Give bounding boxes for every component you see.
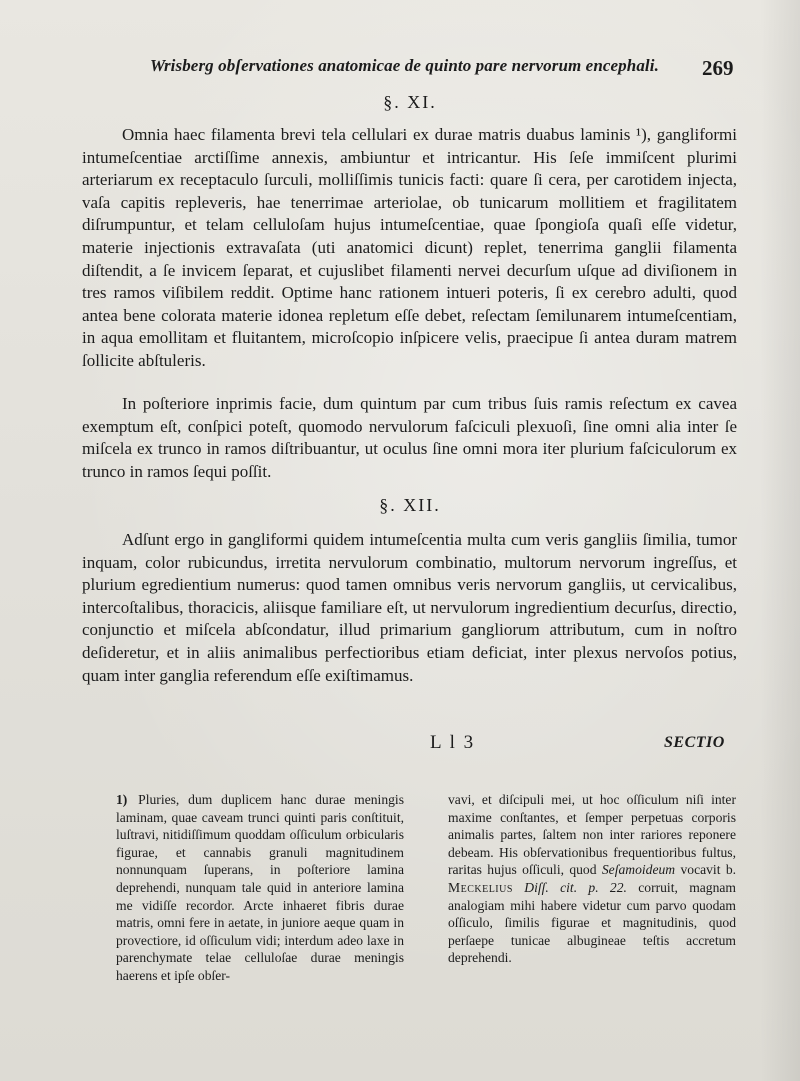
section-11-paragraph-2: In poſteriore inprimis facie, dum quintum par cum tribus ſuis ramis reſectum ex cavea exemptum eſt, conſpici poteſt, quomodo nervulorum faſciculi plexuoſi, ſine omni alia inter ſe miſcela ex trunco in ramos diſtribuantur, ut oculus ſine omni mora iter plurium faſciculorum ex trunco in ramos ſequi poſſit. — [82, 394, 737, 481]
footnote-block — [116, 791, 736, 985]
footnote-author-meckelius: Meckelius — [448, 879, 513, 895]
section-heading-12: §. XII. — [379, 495, 441, 515]
footnote-right-text-1: vavi, et diſcipuli mei, ut hoc oſſiculum niſi inter maxime conſtantes, et ſemper perpetuas corporis animalis partes, ſaltem non inter rariores reponere debeam. His obſervationibus frequentioribus fultus, raritas hujus oſſiculi, quod — [448, 792, 736, 878]
page-edge-shadow — [760, 0, 800, 1081]
footnote-column-right — [448, 791, 736, 985]
footnote-marker: 1) — [116, 792, 128, 807]
running-title: Wrisberg obſervationes anatomicae de quinto pare nervorum encephali. — [150, 56, 659, 75]
catchword: SECTIO — [664, 734, 725, 751]
footnote-term-sesamoideum: Seſamoideum — [601, 862, 676, 878]
footnote-right-text-3: corruit, magnam analogiam mihi habere videtur cum parvo quodam oſſiculo, ſimilis figurae et magnitudinis, quod perſaepe tunicae albugineae teſtis accretum deprehendi. — [448, 879, 737, 966]
footnote-left-text: Pluries, dum duplicem hanc durae meningis laminam, quae caveam trunci quinti paris conſtituit, luſtravi, nitidiſſimum quoddam oſſiculum orbicularis figurae, et cannabis granuli magnitudinem nonnunquam ſuperans, in poſteriore lamina deprehendi, nunquam tale quid in anteriore lamina me vidiſſe recordor. Arcte inhaeret fibris durae matris, omni fere in aetate, in juniore aeque quam in provectiore, id oſſiculum vidi; interdum adeo laxe in parenchymate telae celluloſae durae meningis haerens et ipſe obſer- — [116, 792, 404, 983]
footnote-column-left — [116, 791, 404, 985]
section-12-paragraph: Adſunt ergo in gangliformi quidem intumeſcentia multa cum veris gangliis ſimilia, tumor inquam, color rubicundus, irretita nervulorum combinatio, multorum nervorum ingreſſus, et plurium egredientium numerus: quod tamen omnibus veris nervorum gangliis, ut cervicalibus, intercoſtalibus, thoracicis, aliisque familiare eſt, ut nervulorum ingredientium decurſus, directio, conjunctio et miſcela abſcondatur, illud primarium gangliorum attributum, cum in noſtro deſideretur, et in aliis animalibus perfectioribus etiam deficiat, inter plexus nervoſos potius, quam inter ganglia referendum eſſe exiſtimamus. — [82, 530, 737, 685]
footnote-right-text-2: vocavit b. — [680, 862, 737, 878]
section-11-paragraph-1: Omnia haec filamenta brevi tela cellulari ex durae matris duabus laminis ¹), gangliformi intumeſcentiae arctiſſime annexis, ambiuntur et intricantur. His ſeſe immiſcent plurimi arteriarum ex receptaculo ſurculi, molliſſimis tunicis facti: quare ſi cera, per carotidem injecta, vaſa capitis repleveris, hae tenerrimae arteriolae, ob tunicarum mollitiem et fragilitatem diſrumpuntur, et telam celluloſam hujus intumeſcentiae, quae ſpongioſa quaſi eſſe videtur, materie injectionis extravaſata (uti anatomici dicunt) replet, tenerrima ganglii filamenta diſtendit, a ſe invicem ſeparat, et cujuslibet filamenti nervei decurſum uſque ad diviſionem in tres ramos viſibilem reddit. Optime hanc rationem intueri poteris, ſi ex cerebro adulti, quod antea bene colorata materie idonea repletum eſſe debet, reſectam ſemilunarem intumeſcentiam, in aqua emollitam et fluitantem, microſcopio inſpicere velis, praecipue ſi antea duram matrem ſollicite abſtuleris. — [82, 125, 737, 370]
section-heading-11: §. XI. — [383, 92, 437, 112]
signature-mark: L l 3 — [430, 732, 476, 753]
footnote-citation: Diſſ. cit. p. 22. — [524, 879, 627, 895]
page-number: 269 — [702, 56, 734, 80]
